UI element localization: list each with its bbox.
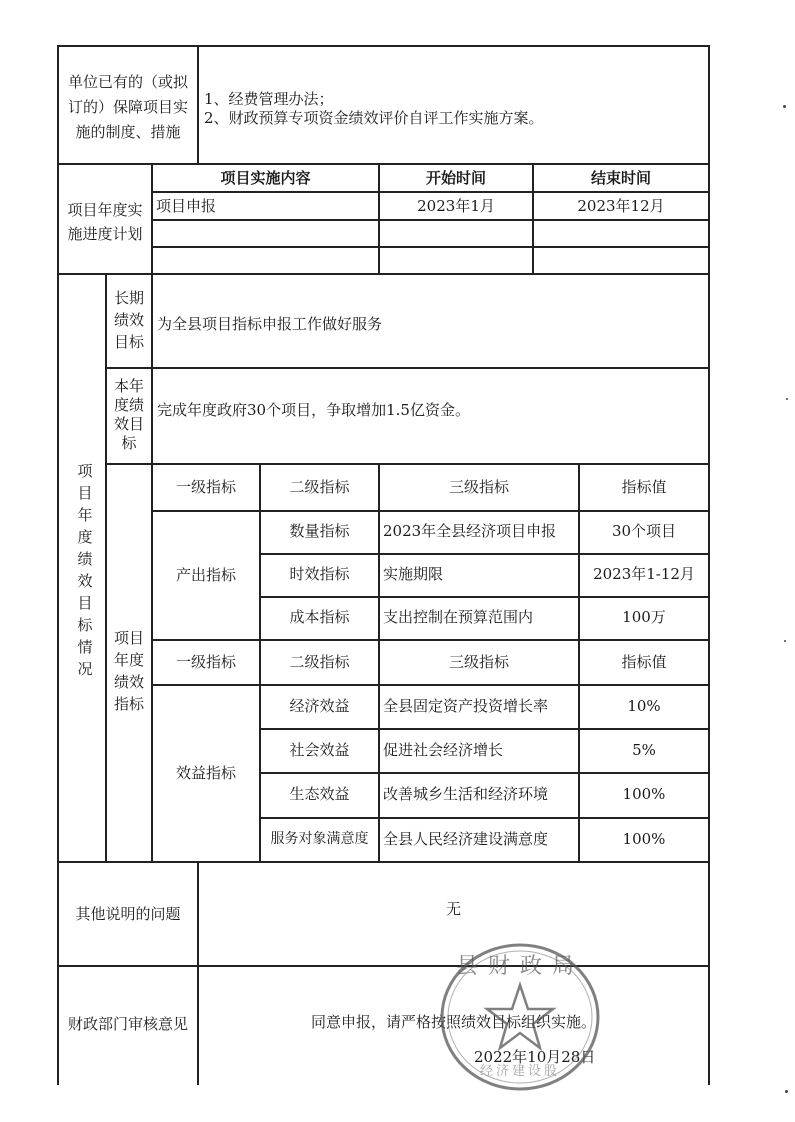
performance-outer-label: 项目年度绩效目标情况 [77,462,93,678]
benefit-row2-value: 5% [632,741,656,759]
benefit-row1-level2: 经济效益 [289,697,350,715]
schedule-header-start: 开始时间 [425,169,486,187]
output-label: 产出指标 [175,566,236,584]
schedule-label: 项目年度实施进度计划 [67,201,143,243]
benefit-row1-level3: 全县固定资产投资增长率 [383,697,549,715]
divider-other [57,965,710,967]
schedule-row-start: 2023年1月 [417,197,495,215]
official-seal [430,935,610,1100]
schedule-header-content: 项目实施内容 [220,169,311,187]
scan-speck [783,105,786,108]
output-row1-level2: 数量指标 [289,522,350,540]
divider-performance [57,861,710,863]
annual-text: 完成年度政府30个项目，争取增加1.5亿资金。 [157,401,470,419]
measure-item-1: 1、经费管理办法； [204,90,334,108]
benefit-row3-level3: 改善城乡生活和经济环境 [383,785,549,803]
output-row1-level3: 2023年全县经济项目申报 [383,522,557,540]
output-row2-value: 2023年1-12月 [593,565,695,583]
ind-h-6 [259,728,710,730]
benefit-row2-level2: 社会效益 [289,741,350,759]
benefit-row4-value: 100% [622,830,666,848]
output-row3-level2: 成本指标 [289,608,350,626]
divider-section1 [57,163,710,165]
schedule-header-end: 结束时间 [590,169,651,187]
svg-text:经济建设股: 经济建设股 [479,1064,561,1079]
perf-h-annual [105,463,710,465]
indicators-label: 项目年度绩效指标 [113,629,144,713]
perf-v-outer [105,273,107,861]
scan-speck [786,398,788,400]
long-term-text: 为全县项目指标申报工作做好服务 [157,315,383,333]
other-v [197,861,199,1085]
review-label: 财政部门审核意见 [67,1015,188,1033]
benefit-row2-level3: 促进社会经济增长 [383,741,504,759]
other-label: 其他说明的问题 [75,905,181,923]
review-date: 2022年10月28日 [474,1048,596,1066]
long-term-label: 长期绩效目标 [113,289,144,351]
header1-value: 指标值 [621,478,667,496]
benefit-row4-level3: 全县人民经济建设满意度 [383,830,549,848]
table-border-top [57,45,710,47]
perf-h-longterm [105,367,710,369]
svg-text:县财政局: 县财政局 [455,954,585,979]
ind-h-2 [259,553,710,555]
ind-h-1 [151,510,710,512]
other-text: 无 [445,900,461,918]
output-row2-level3: 实施期限 [383,565,444,583]
schedule-row-end: 2023年12月 [577,197,665,215]
schedule-h3 [151,246,710,248]
output-row3-level3: 支出控制在预算范围内 [383,608,534,626]
output-row3-value: 100万 [622,608,666,626]
divider-schedule [57,273,710,275]
header1-level2: 二级指标 [289,478,350,496]
header2-level2: 二级指标 [289,653,350,671]
benefit-row1-value: 10% [627,697,661,715]
ind-h-8 [259,817,710,819]
ind-h-7 [259,772,710,774]
header2-level3: 三级指标 [448,653,509,671]
annual-label: 本年度绩效目标 [113,377,144,452]
header2-value: 指标值 [621,653,667,671]
schedule-h2 [151,219,710,221]
benefit-label: 效益指标 [175,764,236,782]
ind-h-3 [259,596,710,598]
ind-h-5 [151,684,710,686]
measure-item-2: 2、财政预算专项资金绩效评价自评工作实施方案。 [204,109,544,127]
review-text: 同意申报，请严格按照绩效目标组织实施。 [310,1013,596,1031]
schedule-row-content: 项目申报 [156,197,217,215]
benefit-row3-level2: 生态效益 [289,785,350,803]
ind-h-4 [151,639,710,641]
header1-level3: 三级指标 [448,478,509,496]
divider-section1-v [197,45,199,163]
output-row2-level2: 时效指标 [289,565,350,583]
scan-speck [785,1090,788,1093]
section1-label: 单位已有的（或拟订的）保障项目实施的制度、措施 [67,73,188,141]
table-border-left [57,45,59,1085]
benefit-row3-value: 100% [622,785,666,803]
output-row1-value: 30个项目 [611,522,677,540]
schedule-h1 [151,191,710,193]
scan-speck [784,640,786,642]
benefit-row4-level2: 服务对象满意度 [270,831,369,847]
header2-level1: 一级指标 [175,653,236,671]
header1-level1: 一级指标 [175,478,236,496]
table-border-right [708,45,710,1085]
